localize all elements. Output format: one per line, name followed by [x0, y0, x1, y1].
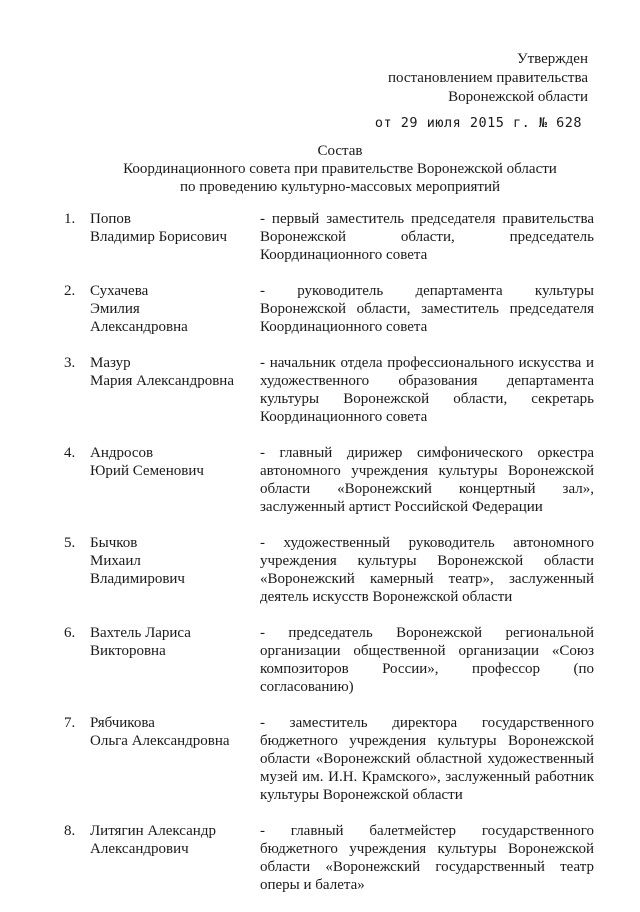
- member-name: [90, 822, 250, 894]
- document-title: Состав: [317, 143, 363, 159]
- member-row: [64, 714, 594, 804]
- approval-line: Утвержден: [516, 51, 588, 67]
- document-subtitle: Координационного совета при правительстве Воронежской области: [123, 161, 557, 177]
- member-number: 1.: [64, 211, 76, 227]
- member-name-line: Мария Александровна: [90, 373, 234, 389]
- member-number: 7.: [64, 715, 76, 731]
- approval-block: [388, 50, 588, 107]
- member-name-line: Владимирович: [90, 571, 185, 587]
- member-row: [64, 210, 594, 264]
- member-name-line: Попов: [90, 211, 131, 227]
- member-name: [90, 354, 250, 426]
- member-row: [64, 354, 594, 426]
- member-number: 4.: [64, 445, 76, 461]
- document-subtitle: по проведению культурно-массовых мероприятий: [179, 179, 501, 195]
- member-name-line: Сухачева: [90, 283, 149, 299]
- member-name-line: Литягин Александр: [90, 823, 216, 839]
- approval-line: Воронежской области: [448, 89, 588, 105]
- member-description: - первый заместитель председателя правительства Воронежской области, председатель Координационного совета: [260, 211, 594, 263]
- member-description: - начальник отдела профессионального искусства и художественного образования департамента культуры Воронежской области, секретарь Координационного совета: [260, 355, 594, 425]
- member-name: [90, 714, 250, 804]
- member-number: 6.: [64, 625, 76, 641]
- member-name: [90, 282, 250, 336]
- approval-line: постановлением правительства: [387, 70, 588, 86]
- member-name-line: Михаил: [90, 553, 141, 569]
- approval-date: от 29 июля 2015 г. № 628: [374, 115, 582, 131]
- member-name-line: Александровна: [90, 319, 188, 335]
- member-name: [90, 534, 250, 606]
- member-row: [64, 444, 594, 516]
- member-description: - руководитель департамента культуры Воронежской области, заместитель председателя Координационного совета: [260, 283, 594, 335]
- member-description: - художественный руководитель автономного учреждения культуры Воронежской области «Воронежский камерный театр», заслуженный деятель искусств Воронежской области: [260, 535, 594, 605]
- member-name: [90, 624, 250, 696]
- member-description: - главный балетмейстер государственного бюджетного учреждения культуры Воронежской области «Воронежский государственный театр оперы и балета»: [260, 823, 594, 893]
- member-name-line: Владимир Борисович: [90, 229, 228, 245]
- member-description: - заместитель директора государственного бюджетного учреждения культуры Воронежской области «Воронежский областной художественный музей им. И.Н. Крамского», заслуженный работник культуры Воронежской области: [260, 715, 594, 803]
- member-description: - председатель Воронежской региональной организации общественной организации «Союз композиторов России», профессор (по согласованию): [260, 625, 594, 695]
- member-row: [64, 624, 594, 696]
- member-number: 8.: [64, 823, 76, 839]
- member-name-line: Бычков: [90, 535, 138, 551]
- member-name-line: Мазур: [90, 355, 131, 371]
- members-list: [64, 210, 594, 912]
- member-name-line: Викторовна: [90, 643, 166, 659]
- member-name-line: Юрий Семенович: [90, 463, 204, 479]
- document-heading: [0, 142, 640, 196]
- member-name-line: Ольга Александровна: [90, 733, 230, 749]
- member-name: [90, 210, 250, 264]
- member-row: [64, 282, 594, 336]
- member-row: [64, 822, 594, 894]
- member-name-line: Вахтель Лариса: [90, 625, 191, 641]
- member-name-line: Александрович: [90, 841, 189, 857]
- member-name: [90, 444, 250, 516]
- member-number: 2.: [64, 283, 76, 299]
- member-name-line: Эмилия: [90, 301, 140, 317]
- member-description: - главный дирижер симфонического оркестра автономного учреждения культуры Воронежской области «Воронежский концертный зал», заслуженный артист Российской Федерации: [260, 445, 594, 515]
- member-row: [64, 534, 594, 606]
- member-name-line: Рябчикова: [90, 715, 155, 731]
- member-number: 5.: [64, 535, 76, 551]
- member-number: 3.: [64, 355, 76, 371]
- member-name-line: Андросов: [90, 445, 154, 461]
